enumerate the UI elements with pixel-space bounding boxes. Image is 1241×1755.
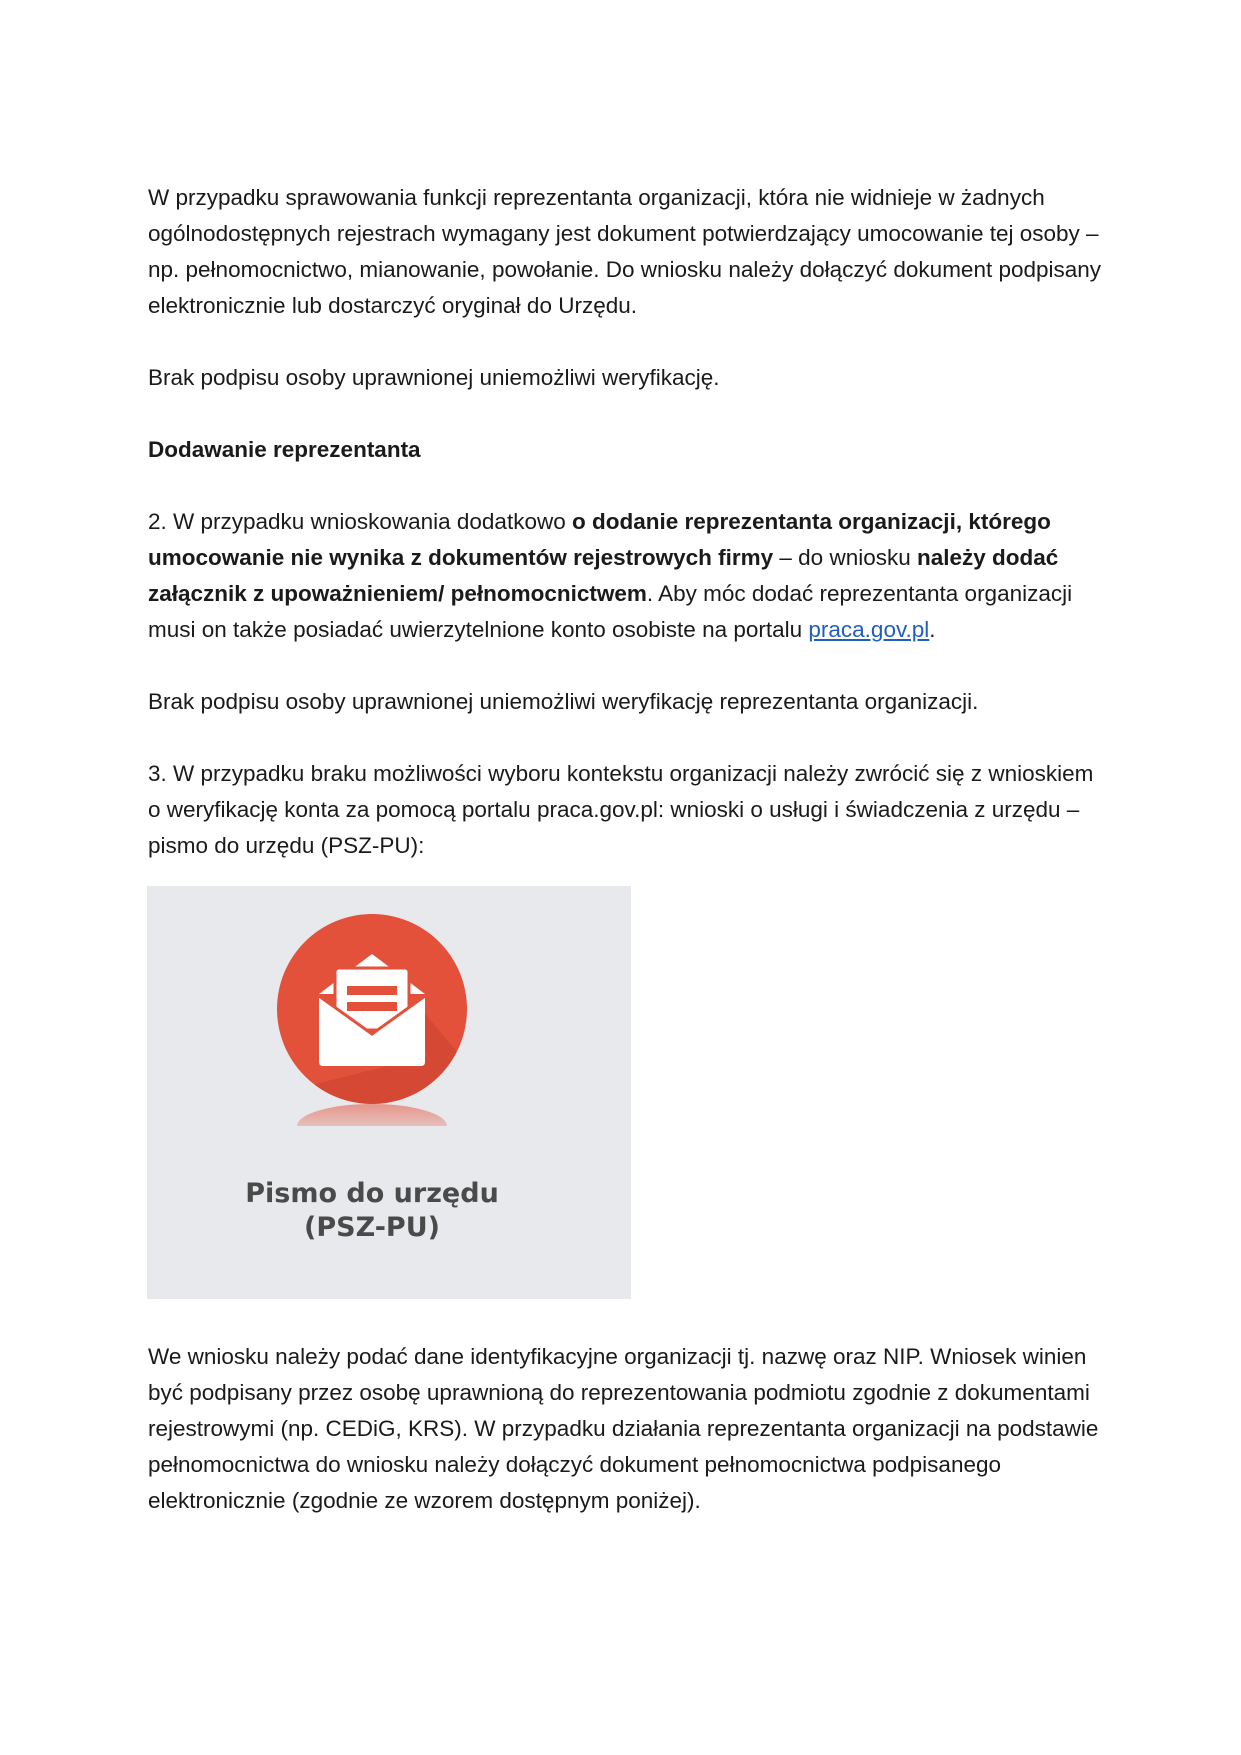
- point-2-bold-2: należy dodać załącznik z upoważnieniem/ pełnomocnictwem: [148, 545, 1059, 606]
- closing-paragraph: We wniosku należy podać dane identyfikacyjne organizacji tj. nazwę oraz NIP. Wniosek winien być podpisany przez osobę uprawnioną do reprezentowania podmiotu zgodnie z dokumentami rejestrowymi (np. CEDiG, KRS). W przypadku działania reprezentanta organizacji na podstawie pełnomocnictwa do wniosku należy dołączyć dokument pełnomocnictwa podpisanego elektronicznie (zgodnie ze wzorem dostępnym poniżej).: [148, 1344, 1099, 1513]
- point-2-text-2: – do wniosku: [773, 545, 917, 570]
- section-heading: Dodawanie reprezentanta: [148, 437, 421, 462]
- missing-signature-note: Brak podpisu osoby uprawnionej uniemożliwi weryfikację.: [148, 365, 720, 390]
- psz-pu-tile[interactable]: [147, 886, 631, 1299]
- point-2-text-1: 2. W przypadku wnioskowania dodatkowo: [148, 509, 572, 534]
- point-2-paragraph: [148, 504, 1108, 648]
- praca-gov-link[interactable]: praca.gov.pl: [808, 617, 930, 642]
- tile-label-code: (PSZ-PU): [304, 1212, 440, 1243]
- point-2-bold-1: o dodanie reprezentanta organizacji, którego umocowanie nie wynika z dokumentów rejestrowych firmy: [148, 509, 1051, 570]
- point-3-paragraph: 3. W przypadku braku możliwości wyboru kontekstu organizacji należy zwrócić się z wnioskiem o weryfikację konta za pomocą portalu praca.gov.pl: wnioski o usługi i świadczenia z urzędu – pismo do urzędu (PSZ-PU):: [148, 761, 1094, 858]
- tile-label-title: Pismo do urzędu: [245, 1178, 499, 1209]
- document-page: [148, 180, 1108, 1555]
- missing-signature-representative-note: Brak podpisu osoby uprawnionej uniemożliwi weryfikację reprezentanta organizacji.: [148, 689, 979, 714]
- point-2-text-4: .: [929, 617, 936, 642]
- point-2-text-3: . Aby móc dodać reprezentanta organizacji musi on także posiadać uwierzytelnione konto osobiste na portalu: [148, 581, 1073, 642]
- intro-paragraph: W przypadku sprawowania funkcji reprezentanta organizacji, która nie widnieje w żadnych ogólnodostępnych rejestrach wymagany jest dokument potwierdzający umocowanie tej osoby – np. pełnomocnictwo, mianowanie, powołanie. Do wniosku należy dołączyć dokument podpisany elektronicznie lub dostarczyć oryginał do Urzędu.: [148, 185, 1102, 318]
